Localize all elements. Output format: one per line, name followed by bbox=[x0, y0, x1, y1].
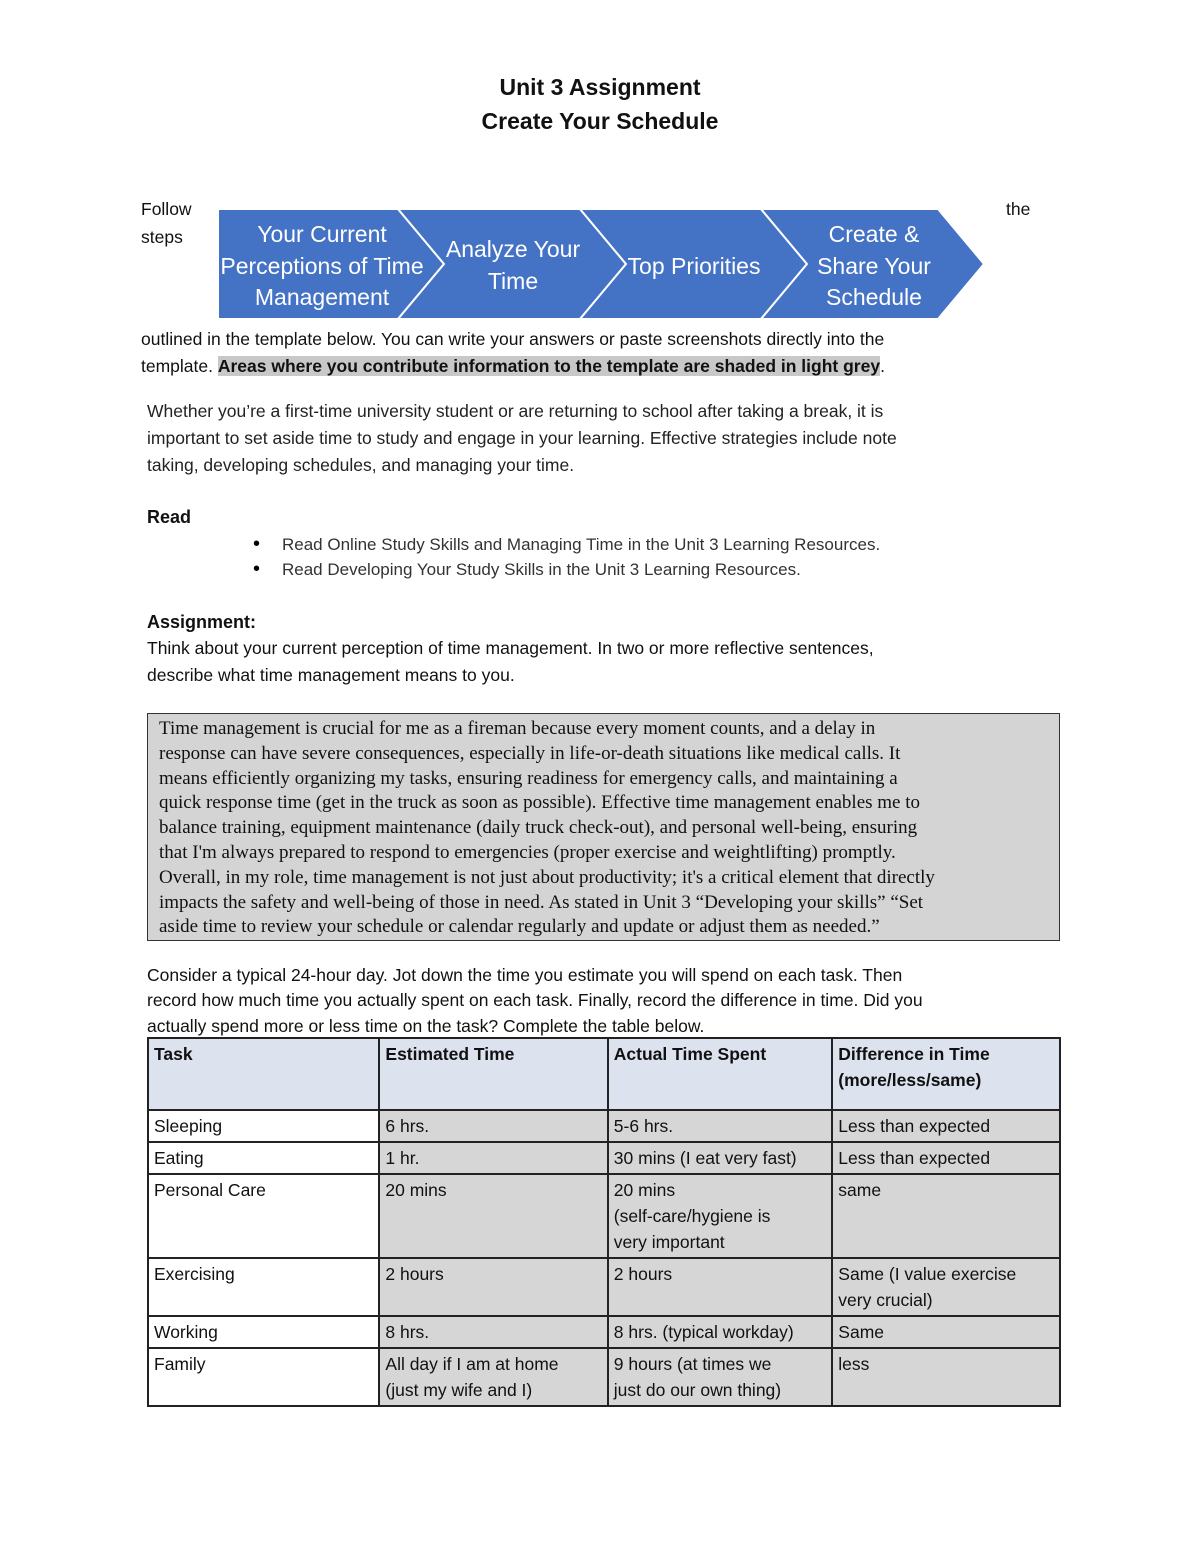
answer-line: that I'm always prepared to respond to emergencies (proper exercise and weightlifting) promptly. bbox=[159, 841, 896, 863]
cell-estimated[interactable] bbox=[379, 1348, 607, 1406]
step4-line1: Create & bbox=[828, 221, 920, 247]
cell-task: Eating bbox=[148, 1142, 379, 1174]
cell-task: Working bbox=[148, 1316, 379, 1348]
intro-line2 bbox=[141, 353, 885, 380]
cell-task: Sleeping bbox=[148, 1110, 379, 1142]
consider-line3: actually spend more or less time on the task? Complete the table below. bbox=[147, 1016, 705, 1036]
step4-line3: Schedule bbox=[826, 284, 922, 310]
answer-line: impacts the safety and well-being of those in need. As stated in Unit 3 “Developing your skills” “Set bbox=[159, 891, 924, 913]
cell-task: Exercising bbox=[148, 1258, 379, 1316]
process-steps-diagram bbox=[218, 207, 984, 321]
header-difference-l2: (more/less/same) bbox=[838, 1070, 982, 1090]
step3-line1: Top Priorities bbox=[627, 253, 761, 279]
intro-line2-start: template. bbox=[141, 356, 218, 376]
cell-actual[interactable] bbox=[608, 1348, 833, 1406]
paragraph-line2: important to set aside time to study and engage in your learning. Effective strategies include note bbox=[147, 428, 897, 448]
cell-task: Family bbox=[148, 1348, 379, 1406]
cell-estimated[interactable]: 2 hours bbox=[379, 1258, 607, 1316]
cell-estimated[interactable]: 1 hr. bbox=[379, 1142, 607, 1174]
shaded-areas-note: Areas where you contribute information to the template are shaded in light grey bbox=[217, 356, 881, 376]
cell-difference[interactable]: same bbox=[832, 1174, 1060, 1258]
answer-textbox[interactable] bbox=[147, 713, 1060, 941]
cell-estimated-l1: All day if I am at home bbox=[385, 1354, 559, 1374]
intro-line1: outlined in the template below. You can write your answers or paste screenshots directly into the bbox=[141, 329, 885, 349]
table-row bbox=[148, 1348, 1060, 1406]
assignment-heading: Assignment: bbox=[147, 612, 257, 632]
table-header-row bbox=[148, 1038, 1060, 1110]
step2-line1: Analyze Your bbox=[445, 236, 581, 262]
cell-difference[interactable]: less bbox=[832, 1348, 1060, 1406]
cell-actual-l1: 20 mins bbox=[613, 1180, 676, 1200]
table-row bbox=[148, 1316, 1060, 1348]
table-row bbox=[148, 1110, 1060, 1142]
step1-line3: Management bbox=[254, 284, 390, 310]
document-subtitle: Create Your Schedule bbox=[481, 108, 719, 134]
cell-difference[interactable]: Less than expected bbox=[832, 1142, 1060, 1174]
cell-actual-l2: (self-care/hygiene is bbox=[613, 1206, 771, 1226]
document-title: Unit 3 Assignment bbox=[499, 74, 701, 100]
cell-difference-l1: Same (I value exercise bbox=[838, 1264, 1017, 1284]
cell-actual-l2: just do our own thing) bbox=[613, 1380, 782, 1400]
read-list bbox=[250, 532, 880, 582]
table-row bbox=[148, 1258, 1060, 1316]
step1-line2: Perceptions of Time bbox=[220, 253, 424, 279]
intro-steps: steps bbox=[141, 227, 183, 247]
cell-estimated[interactable]: 6 hrs. bbox=[379, 1110, 607, 1142]
table-row bbox=[148, 1142, 1060, 1174]
answer-line: Time management is crucial for me as a fireman because every moment counts, and a delay in bbox=[159, 718, 876, 739]
cell-task: Personal Care bbox=[148, 1174, 379, 1258]
assignment-line2: describe what time management means to you. bbox=[147, 665, 515, 685]
consider-line2: record how much time you actually spent on each task. Finally, record the difference in time. Did you bbox=[147, 990, 923, 1010]
header-actual: Actual Time Spent bbox=[608, 1038, 833, 1110]
cell-actual[interactable]: 2 hours bbox=[608, 1258, 833, 1316]
step4-line2: Share Your bbox=[817, 253, 931, 279]
step1-line1: Your Current bbox=[257, 221, 387, 247]
answer-line: balance training, equipment maintenance (daily truck check-out), and personal well-being, ensuring bbox=[159, 817, 918, 839]
step2-line2: Time bbox=[487, 268, 539, 294]
intro-follow: Follow bbox=[141, 199, 192, 219]
header-task: Task bbox=[148, 1038, 379, 1110]
answer-line: means efficiently organizing my tasks, ensuring readiness for emergency calls, and maintaining a bbox=[159, 767, 898, 789]
answer-line: Overall, in my role, time management is not just about productivity; it's a critical element that directly bbox=[159, 866, 935, 888]
cell-actual[interactable]: 8 hrs. (typical workday) bbox=[608, 1316, 833, 1348]
cell-estimated-l2: (just my wife and I) bbox=[385, 1380, 533, 1400]
paragraph-line3: taking, developing schedules, and managing your time. bbox=[147, 455, 575, 475]
answer-line: response can have severe consequences, especially in life-or-death situations like medical calls. It bbox=[159, 742, 901, 764]
read-item-2: • Read Developing Your Study Skills in the Unit 3 Learning Resources. bbox=[250, 557, 880, 582]
cell-difference-l2: very crucial) bbox=[838, 1290, 933, 1310]
paragraph-line1: Whether you’re a first-time university student or are returning to school after taking a break, it is bbox=[147, 401, 884, 421]
time-estimate-table bbox=[147, 1037, 1061, 1407]
cell-actual[interactable]: 30 mins (I eat very fast) bbox=[608, 1142, 833, 1174]
consider-line1: Consider a typical 24-hour day. Jot down the time you estimate you will spend on each task. Then bbox=[147, 965, 903, 985]
read-heading: Read bbox=[147, 507, 192, 527]
read-item-1: • Read Online Study Skills and Managing Time in the Unit 3 Learning Resources. bbox=[250, 532, 880, 557]
answer-line: quick response time (get in the truck as soon as possible). Effective time management enables me to bbox=[159, 792, 921, 814]
assignment-line1: Think about your current perception of time management. In two or more reflective sentences, bbox=[147, 638, 874, 658]
cell-estimated[interactable]: 8 hrs. bbox=[379, 1316, 607, 1348]
cell-actual[interactable]: 5-6 hrs. bbox=[608, 1110, 833, 1142]
answer-line: aside time to review your schedule or calendar regularly and update or adjust them as needed.” bbox=[159, 916, 880, 938]
cell-difference[interactable]: Less than expected bbox=[832, 1110, 1060, 1142]
header-difference bbox=[832, 1038, 1060, 1110]
cell-estimated[interactable]: 20 mins bbox=[379, 1174, 607, 1258]
cell-actual-l3: very important bbox=[613, 1232, 725, 1252]
cell-actual-l1: 9 hours (at times we bbox=[613, 1354, 772, 1374]
header-difference-l1: Difference in Time bbox=[838, 1044, 990, 1064]
intro-the: the bbox=[1006, 199, 1031, 219]
cell-actual[interactable] bbox=[608, 1174, 833, 1258]
cell-difference[interactable]: Same bbox=[832, 1316, 1060, 1348]
cell-difference[interactable] bbox=[832, 1258, 1060, 1316]
table-row bbox=[148, 1174, 1060, 1258]
header-estimated: Estimated Time bbox=[379, 1038, 607, 1110]
intro-line2-end: . bbox=[880, 356, 885, 376]
